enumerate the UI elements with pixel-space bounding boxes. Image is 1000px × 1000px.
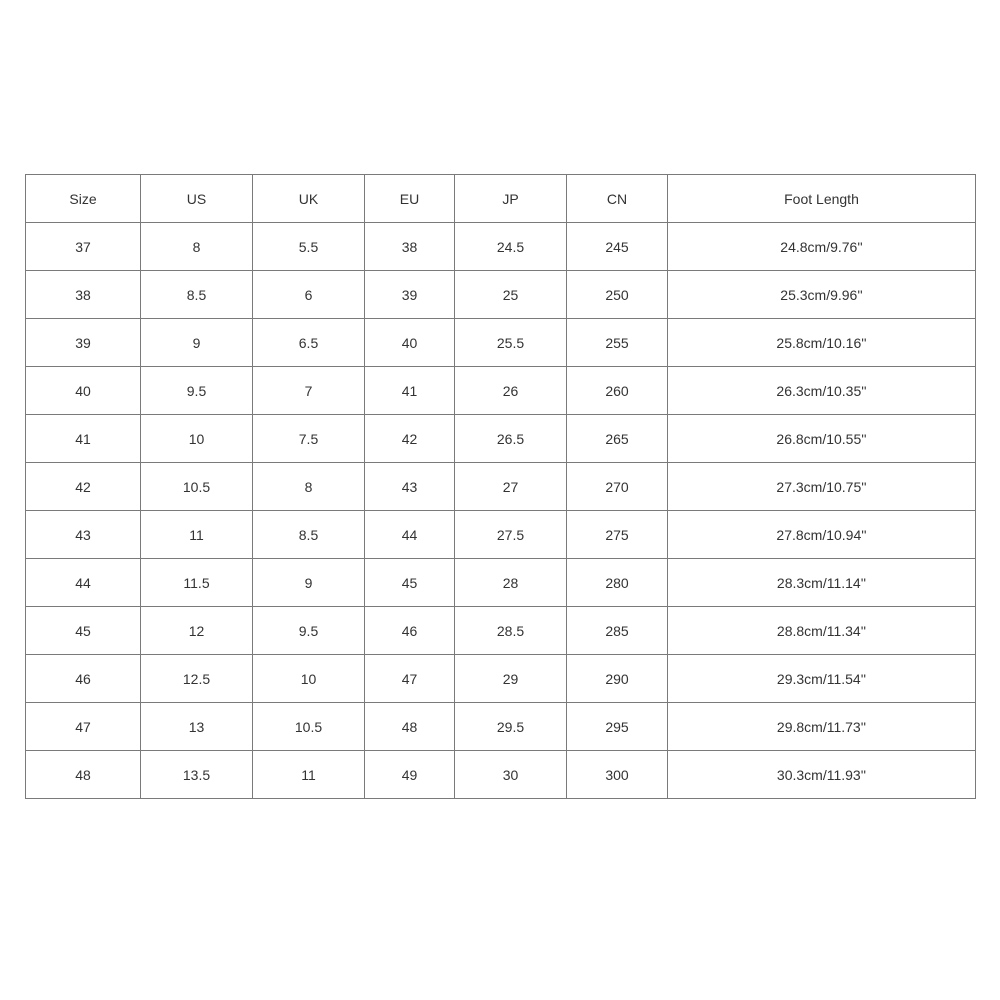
cell-cn: 275 bbox=[567, 511, 668, 559]
cell-us: 8 bbox=[141, 223, 253, 271]
cell-jp: 28.5 bbox=[455, 607, 567, 655]
cell-foot-length: 30.3cm/11.93'' bbox=[668, 751, 976, 799]
cell-jp: 29.5 bbox=[455, 703, 567, 751]
cell-cn: 245 bbox=[567, 223, 668, 271]
cell-us: 9.5 bbox=[141, 367, 253, 415]
cell-size: 45 bbox=[26, 607, 141, 655]
cell-foot-length: 27.3cm/10.75'' bbox=[668, 463, 976, 511]
cell-cn: 250 bbox=[567, 271, 668, 319]
cell-uk: 7 bbox=[253, 367, 365, 415]
table-row bbox=[26, 511, 976, 559]
cell-size: 41 bbox=[26, 415, 141, 463]
header-row bbox=[26, 175, 976, 223]
cell-us: 11 bbox=[141, 511, 253, 559]
cell-size: 40 bbox=[26, 367, 141, 415]
column-header-jp: JP bbox=[455, 175, 567, 223]
cell-size: 38 bbox=[26, 271, 141, 319]
cell-eu: 47 bbox=[365, 655, 455, 703]
cell-eu: 48 bbox=[365, 703, 455, 751]
cell-uk: 8 bbox=[253, 463, 365, 511]
cell-foot-length: 28.3cm/11.14'' bbox=[668, 559, 976, 607]
cell-eu: 45 bbox=[365, 559, 455, 607]
cell-cn: 290 bbox=[567, 655, 668, 703]
cell-us: 10.5 bbox=[141, 463, 253, 511]
cell-jp: 29 bbox=[455, 655, 567, 703]
cell-size: 43 bbox=[26, 511, 141, 559]
cell-eu: 38 bbox=[365, 223, 455, 271]
table-row bbox=[26, 319, 976, 367]
cell-foot-length: 26.3cm/10.35'' bbox=[668, 367, 976, 415]
table-row bbox=[26, 463, 976, 511]
cell-foot-length: 24.8cm/9.76'' bbox=[668, 223, 976, 271]
cell-foot-length: 29.8cm/11.73'' bbox=[668, 703, 976, 751]
cell-cn: 255 bbox=[567, 319, 668, 367]
cell-eu: 42 bbox=[365, 415, 455, 463]
table-row bbox=[26, 607, 976, 655]
table-row bbox=[26, 751, 976, 799]
cell-foot-length: 29.3cm/11.54'' bbox=[668, 655, 976, 703]
cell-us: 8.5 bbox=[141, 271, 253, 319]
table-row bbox=[26, 223, 976, 271]
cell-jp: 27.5 bbox=[455, 511, 567, 559]
cell-foot-length: 26.8cm/10.55'' bbox=[668, 415, 976, 463]
cell-size: 46 bbox=[26, 655, 141, 703]
table-row bbox=[26, 703, 976, 751]
cell-us: 9 bbox=[141, 319, 253, 367]
cell-uk: 10 bbox=[253, 655, 365, 703]
cell-cn: 270 bbox=[567, 463, 668, 511]
column-header-foot-length: Foot Length bbox=[668, 175, 976, 223]
cell-uk: 9.5 bbox=[253, 607, 365, 655]
cell-eu: 46 bbox=[365, 607, 455, 655]
column-header-uk: UK bbox=[253, 175, 365, 223]
cell-us: 13.5 bbox=[141, 751, 253, 799]
cell-us: 13 bbox=[141, 703, 253, 751]
cell-us: 12.5 bbox=[141, 655, 253, 703]
column-header-us: US bbox=[141, 175, 253, 223]
cell-size: 48 bbox=[26, 751, 141, 799]
cell-uk: 11 bbox=[253, 751, 365, 799]
column-header-cn: CN bbox=[567, 175, 668, 223]
cell-cn: 295 bbox=[567, 703, 668, 751]
cell-eu: 44 bbox=[365, 511, 455, 559]
cell-foot-length: 27.8cm/10.94'' bbox=[668, 511, 976, 559]
table-row bbox=[26, 559, 976, 607]
cell-foot-length: 25.3cm/9.96'' bbox=[668, 271, 976, 319]
cell-us: 12 bbox=[141, 607, 253, 655]
cell-cn: 260 bbox=[567, 367, 668, 415]
cell-jp: 25.5 bbox=[455, 319, 567, 367]
cell-cn: 285 bbox=[567, 607, 668, 655]
cell-jp: 25 bbox=[455, 271, 567, 319]
cell-eu: 49 bbox=[365, 751, 455, 799]
cell-size: 39 bbox=[26, 319, 141, 367]
cell-uk: 10.5 bbox=[253, 703, 365, 751]
cell-size: 42 bbox=[26, 463, 141, 511]
cell-jp: 26 bbox=[455, 367, 567, 415]
cell-jp: 27 bbox=[455, 463, 567, 511]
cell-eu: 39 bbox=[365, 271, 455, 319]
cell-cn: 300 bbox=[567, 751, 668, 799]
cell-jp: 30 bbox=[455, 751, 567, 799]
cell-uk: 5.5 bbox=[253, 223, 365, 271]
size-chart-body bbox=[26, 223, 976, 799]
cell-foot-length: 28.8cm/11.34'' bbox=[668, 607, 976, 655]
cell-cn: 280 bbox=[567, 559, 668, 607]
table-row bbox=[26, 367, 976, 415]
cell-uk: 9 bbox=[253, 559, 365, 607]
cell-foot-length: 25.8cm/10.16'' bbox=[668, 319, 976, 367]
cell-jp: 24.5 bbox=[455, 223, 567, 271]
table-row bbox=[26, 655, 976, 703]
table-row bbox=[26, 415, 976, 463]
cell-size: 47 bbox=[26, 703, 141, 751]
cell-size: 37 bbox=[26, 223, 141, 271]
cell-uk: 7.5 bbox=[253, 415, 365, 463]
size-chart-header bbox=[26, 175, 976, 223]
cell-eu: 40 bbox=[365, 319, 455, 367]
cell-jp: 28 bbox=[455, 559, 567, 607]
cell-uk: 6 bbox=[253, 271, 365, 319]
cell-cn: 265 bbox=[567, 415, 668, 463]
cell-uk: 8.5 bbox=[253, 511, 365, 559]
cell-uk: 6.5 bbox=[253, 319, 365, 367]
cell-eu: 43 bbox=[365, 463, 455, 511]
column-header-size: Size bbox=[26, 175, 141, 223]
cell-us: 10 bbox=[141, 415, 253, 463]
cell-size: 44 bbox=[26, 559, 141, 607]
size-chart-table bbox=[25, 174, 976, 799]
column-header-eu: EU bbox=[365, 175, 455, 223]
cell-jp: 26.5 bbox=[455, 415, 567, 463]
table-row bbox=[26, 271, 976, 319]
cell-us: 11.5 bbox=[141, 559, 253, 607]
cell-eu: 41 bbox=[365, 367, 455, 415]
